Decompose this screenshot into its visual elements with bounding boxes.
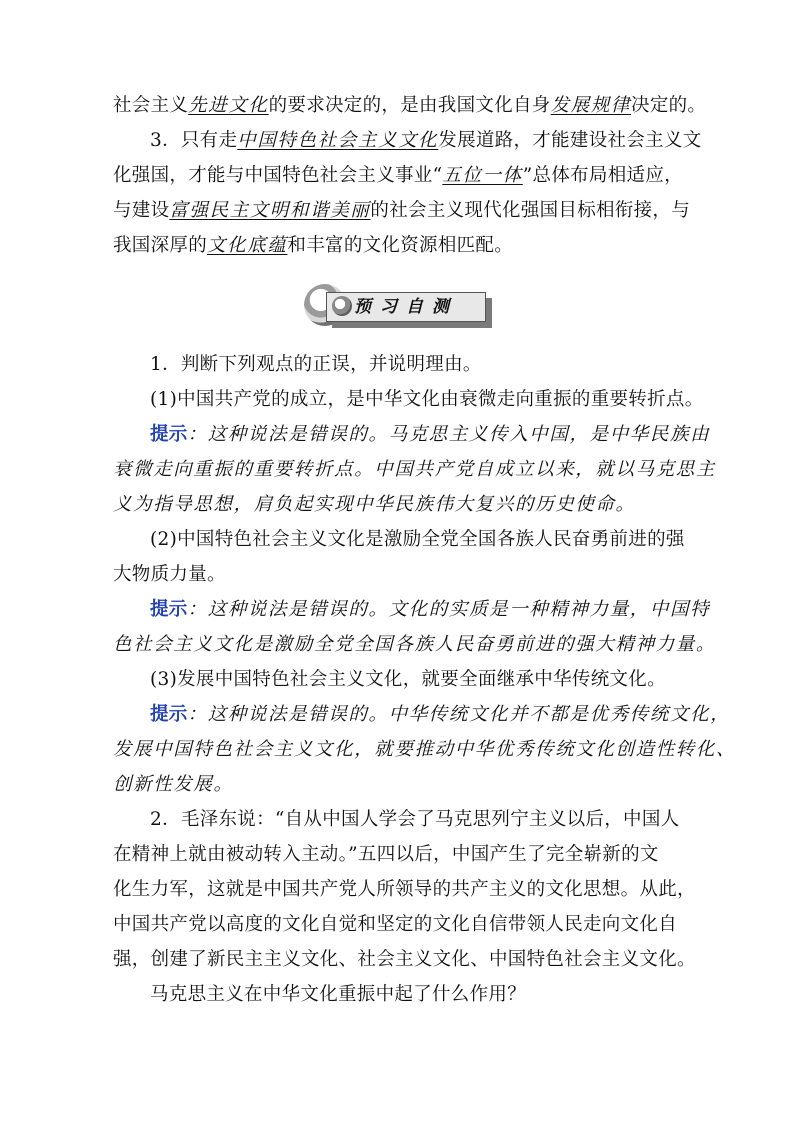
hint-label: 提示	[150, 424, 188, 445]
hint-text: 衰微走向重振的重要转折点。中国共产党自成立以来，就以马克思主	[113, 459, 717, 480]
text: 社会主义	[113, 95, 189, 116]
intro-line-4	[113, 194, 794, 228]
text: 的要求决定的，是由我国文化自身	[268, 95, 551, 116]
intro-line-5	[113, 229, 794, 263]
q2-line-6: 马克思主义在中华文化重振中起了什么作用？	[150, 984, 527, 1005]
hint-text: 义为指导思想，肩负起实现中华民族伟大复兴的历史使命。	[113, 494, 636, 515]
hint-text: 创新性发展。	[113, 774, 234, 795]
text: 化强国，才能与中国特色社会主义事业“	[113, 165, 443, 186]
q1-item-1: (1)中国共产党的成立，是中华文化由衰微走向重振的重要转折点。	[150, 389, 704, 410]
hint-text: ：这种说法是错误的。中华传统文化并不都是优秀传统文化，	[187, 704, 731, 725]
hint-text: 色社会主义文化是激励全党全国各族人民奋勇前进的强大精神力量。	[113, 634, 717, 655]
section-title: 预习自测	[354, 297, 458, 317]
section-banner	[302, 280, 498, 336]
q1-hint-3-line-2	[113, 733, 794, 767]
q1-stem: 1．判断下列观点的正误，并说明理由。	[150, 354, 482, 375]
hint-label: 提示	[150, 599, 188, 620]
underlined-term: 发展规律	[550, 95, 632, 116]
q2-line-4: 中国共产党以高度的文化自觉和坚定的文化自信带领人民走向文化自	[113, 914, 678, 935]
underlined-term: 富强民主文明和谐美丽	[169, 200, 371, 221]
text: 与建设	[113, 200, 170, 221]
text: 和丰富的文化资源相匹配。	[287, 235, 514, 256]
hint-text: ：这种说法是错误的。文化的实质是一种精神力量，中国特	[187, 599, 711, 620]
intro-line-3	[113, 159, 794, 193]
q2-line-5: 强，创建了新民主主义文化、社会主义文化、中国特色社会主义文化。	[113, 949, 696, 970]
hint-text: 发展中国特色社会主义文化，就要推动中华优秀传统文化创造性转化、	[113, 739, 737, 760]
q1-hint-1-line-3	[113, 488, 794, 522]
q1-item-3: (3)发展中国特色社会主义文化，就要全面继承中华传统文化。	[150, 669, 666, 690]
q1-hint-3-line-1	[150, 698, 794, 732]
q2-line-3: 化生力军，这就是中国共产党人所领导的共产主义的文化思想。从此，	[113, 879, 696, 900]
q1-hint-1-line-1	[150, 418, 794, 452]
underlined-term: 中国特色社会主义文化	[237, 130, 439, 151]
text: ”总体布局相适应，	[522, 165, 683, 186]
text: 的社会主义现代化强国目标相衔接，与	[370, 200, 691, 221]
hint-text: ：这种说法是错误的。马克思主义传入中国，是中华民族由	[187, 424, 711, 445]
q2-line-1: 2．毛泽东说：“自从中国人学会了马克思列宁主义以后，中国人	[150, 809, 680, 830]
text: 发展道路，才能建设社会主义文	[438, 130, 702, 151]
underlined-term: 五位一体	[442, 165, 523, 186]
text: 决定的。	[631, 95, 707, 116]
underlined-term: 先进文化	[188, 95, 269, 116]
intro-line-2	[150, 124, 794, 158]
intro-line-1	[113, 89, 794, 123]
q1-hint-2-line-2	[113, 628, 794, 662]
hint-label: 提示	[150, 704, 188, 725]
q1-hint-2-line-1	[150, 593, 794, 627]
q2-line-2: 在精神上就由被动转入主动。”五四以后，中国产生了完全崭新的文	[113, 844, 659, 865]
text: 我国深厚的	[113, 235, 208, 256]
underlined-term: 文化底蕴	[207, 235, 288, 256]
q1-hint-3-line-3	[113, 768, 794, 802]
text: 3．只有走	[150, 130, 238, 151]
q1-item-2-line-1: (2)中国特色社会主义文化是激励全党全国各族人民奋勇前进的强	[150, 529, 685, 550]
q1-item-2-line-2: 大物质力量。	[113, 564, 226, 585]
q1-hint-1-line-2	[113, 453, 794, 487]
